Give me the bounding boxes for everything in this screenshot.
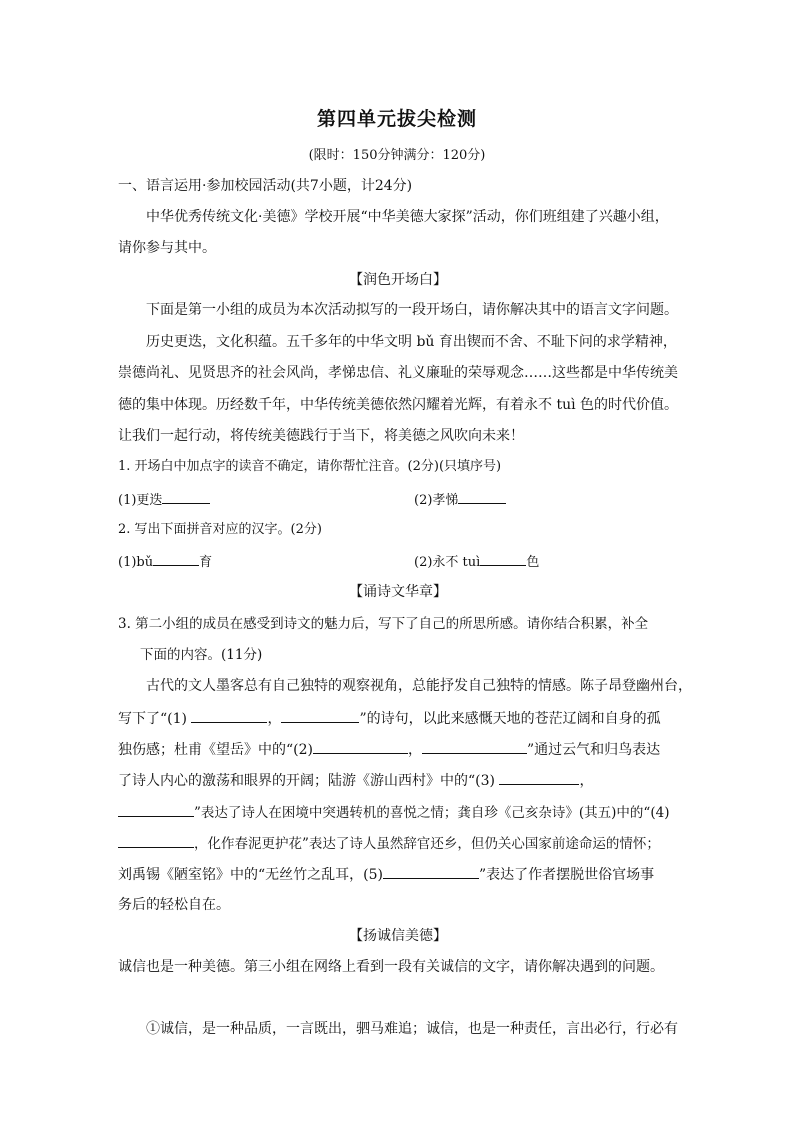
part-heading: 【扬诚信美德】 [349, 928, 447, 944]
text-span: ，化作春泥更护花”表达了诗人虽然辞官还乡，但仍关心国家前途命运的情怀； [194, 836, 660, 852]
answer-blank[interactable] [118, 802, 194, 817]
passage-line [118, 802, 678, 823]
text-span: ， [579, 773, 594, 789]
passage-line: 崇德尚礼、见贤思齐的社会风尚，孝悌忠信、礼义廉耻的荣辱观念……这些都是中华传统美 [118, 365, 678, 381]
passage-line: 历史更迭，文化积蕴。五千多年的中华文明 bǔ 育出锲而不舍、不耻下问的求学精神， [146, 334, 677, 350]
question-2-item-a [118, 551, 678, 573]
item-label: (2)永不 tuì [414, 555, 481, 570]
question-3: 下面的内容。(11分) [140, 647, 263, 663]
item-label: (1)更迭 [118, 493, 163, 508]
answer-blank[interactable] [118, 833, 194, 848]
intro-text: 中华优秀传统文化·美德》学校开展“中华美德大家探”活动，你们班组建了兴趣小组， [146, 209, 669, 225]
answer-blank[interactable] [480, 551, 526, 566]
answer-blank[interactable] [153, 551, 199, 566]
item-label: (2)孝悌 [414, 493, 459, 508]
text-span: 写下了“(1) [118, 711, 187, 727]
answer-blank[interactable] [281, 708, 359, 723]
question-3: 3. 第二小组的成员在感受到诗文的魅力后，写下了自己的所思所感。请你结合积累，补全 [118, 616, 649, 632]
text-span: ”表达了诗人在困境中突遇转机的喜悦之情；龚自珍《己亥杂诗》(其五)中的“(4) [194, 805, 670, 821]
passage-line: 德的集中体现。历经数千年，中华传统美德依然闪耀着光辉，有着永不 tuì 色的时代价值。 [118, 397, 679, 413]
answer-blank[interactable] [383, 864, 479, 879]
passage-line [118, 770, 678, 791]
passage-line: 让我们一起行动，将传统美德践行于当下，将美德之风吹向未来！ [118, 428, 524, 444]
passage-line: 古代的文人墨客总有自己独特的观察视角，总能抒发自己独特的情感。陈子昂登幽州台， [146, 678, 692, 694]
question-2: 2. 写出下面拼音对应的汉字。(2分) [118, 522, 322, 537]
passage-line: 务后的轻松自在。 [118, 897, 230, 913]
question-1-item-b [414, 489, 506, 511]
answer-blank[interactable] [191, 708, 267, 723]
text-span: ， [408, 742, 422, 758]
passage-line [118, 708, 678, 729]
intro-text: 请你参与其中。 [118, 240, 216, 256]
page-subtitle: (限时：150分钟满分：120分) [308, 148, 486, 163]
part-desc: 诚信也是一种美德。第三小组在网络上看到一段有关诚信的文字，请你解决遇到的问题。 [118, 959, 664, 975]
question-2-item-b [414, 551, 539, 573]
text-span: 独伤感；杜甫《望岳》中的“(2) [118, 742, 313, 758]
answer-blank[interactable] [458, 489, 506, 504]
text-span: ”表达了作者摆脱世俗官场事 [479, 867, 655, 883]
item-suffix: 色 [526, 555, 540, 570]
answer-blank[interactable] [422, 739, 527, 754]
text-span: ”通过云气和归鸟表达 [527, 742, 661, 758]
item-suffix: 育 [199, 555, 213, 570]
part-desc: 下面是第一小组的成员为本次活动拟写的一段开场白，请你解决其中的语言文字问题。 [146, 302, 678, 318]
question-1: 1. 开场白中加点字的读音不确定，请你帮忙注音。(2分)(只填序号) [118, 459, 502, 474]
part-heading: 【润色开场白】 [349, 272, 447, 288]
section-heading: 一、语言运用·参加校园活动(共7小题，计24分) [118, 178, 413, 194]
answer-blank[interactable] [313, 739, 408, 754]
part-heading: 【诵诗文华章】 [349, 584, 447, 600]
text-span: 了诗人内心的激荡和眼界的开阔；陆游《游山西村》中的“(3) [118, 773, 495, 789]
question-1-item-a [118, 489, 678, 511]
item-label: (1)bǔ [118, 555, 154, 570]
passage-line: ①诚信，是一种品质，一言既出，驷马难追；诚信，也是一种责任，言出必行，行必有 [146, 1021, 678, 1037]
answer-blank[interactable] [162, 489, 210, 504]
text-span: ”的诗句，以此来感慨天地的苍茫辽阔和自身的孤 [359, 711, 661, 727]
text-span: 刘禹锡《陋室铭》中的“无丝竹之乱耳，(5) [118, 867, 383, 883]
answer-blank[interactable] [499, 770, 579, 785]
passage-line [118, 864, 678, 885]
passage-line [118, 833, 678, 854]
passage-line [118, 739, 678, 760]
text-span: ， [267, 711, 282, 727]
page-title: 第四单元拔尖检测 [316, 108, 477, 130]
